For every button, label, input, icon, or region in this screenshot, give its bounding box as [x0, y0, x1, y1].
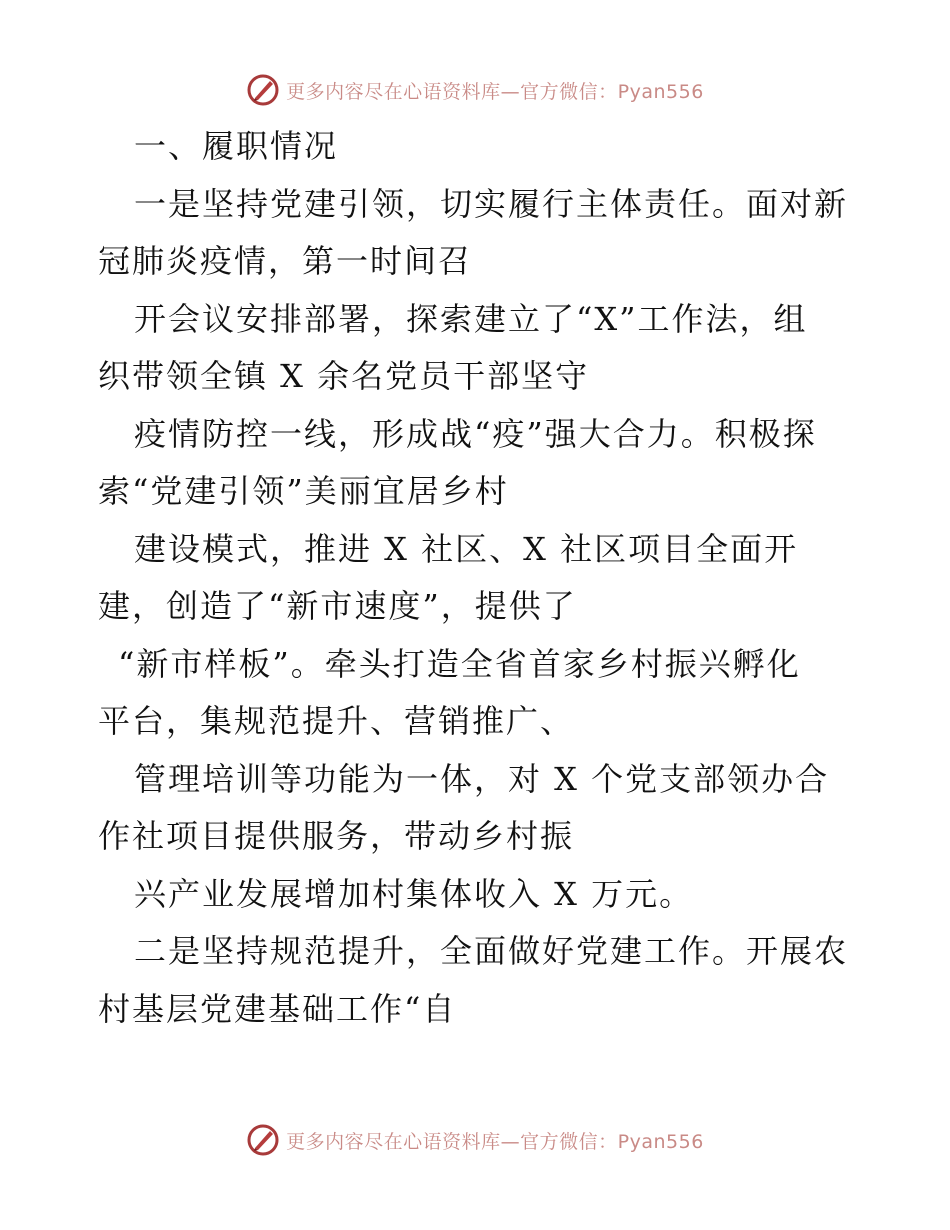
document-line: 织带领全镇 X 余名党员干部坚守 — [98, 357, 590, 395]
quill-pen-logo-icon — [246, 73, 280, 107]
document-line: 建设模式，推进 X 社区、X 社区项目全面开 — [134, 529, 799, 568]
document-line: 村基层党建基础工作“自 — [98, 989, 457, 1028]
document-line: 二是坚持规范提升，全面做好党建工作。开展农 — [134, 932, 849, 970]
document-line: 一是坚持党建引领，切实履行主体责任。面对新 — [134, 184, 849, 223]
document-line: 作社项目提供服务，带动乡村振 — [98, 817, 575, 855]
document-line: 冠肺炎疫情，第一时间召 — [98, 242, 473, 280]
footer-watermark — [0, 1120, 950, 1160]
document-line: 建，创造了“新市速度”，提供了 — [98, 587, 577, 625]
footer-watermark-text: 更多内容尽在心语资料库—官方微信：Pyan556 — [286, 1130, 704, 1153]
document-body — [98, 118, 858, 1038]
document-line: 开会议安排部署，探索建立了“X”工作法，组 — [134, 299, 808, 338]
document-line: 疫情防控一线，形成战“疫”强大合力。积极探 — [134, 414, 817, 453]
header-watermark — [0, 70, 950, 110]
document-line: “新市样板”。牵头打造全省首家乡村振兴孵化 — [118, 644, 801, 683]
document-line: 平台，集规范提升、营销推广、 — [98, 702, 575, 740]
document-line: 索“党建引领”美丽宜居乡村 — [98, 472, 509, 510]
document-line: 管理培训等功能为一体，对 X 个党支部领办合 — [134, 759, 830, 798]
document-line: 兴产业发展增加村集体收入 X 万元。 — [134, 874, 694, 913]
header-watermark-text: 更多内容尽在心语资料库—官方微信：Pyan556 — [286, 80, 704, 103]
document-line: 一、履职情况 — [134, 127, 339, 165]
quill-pen-logo-icon — [246, 1123, 280, 1157]
